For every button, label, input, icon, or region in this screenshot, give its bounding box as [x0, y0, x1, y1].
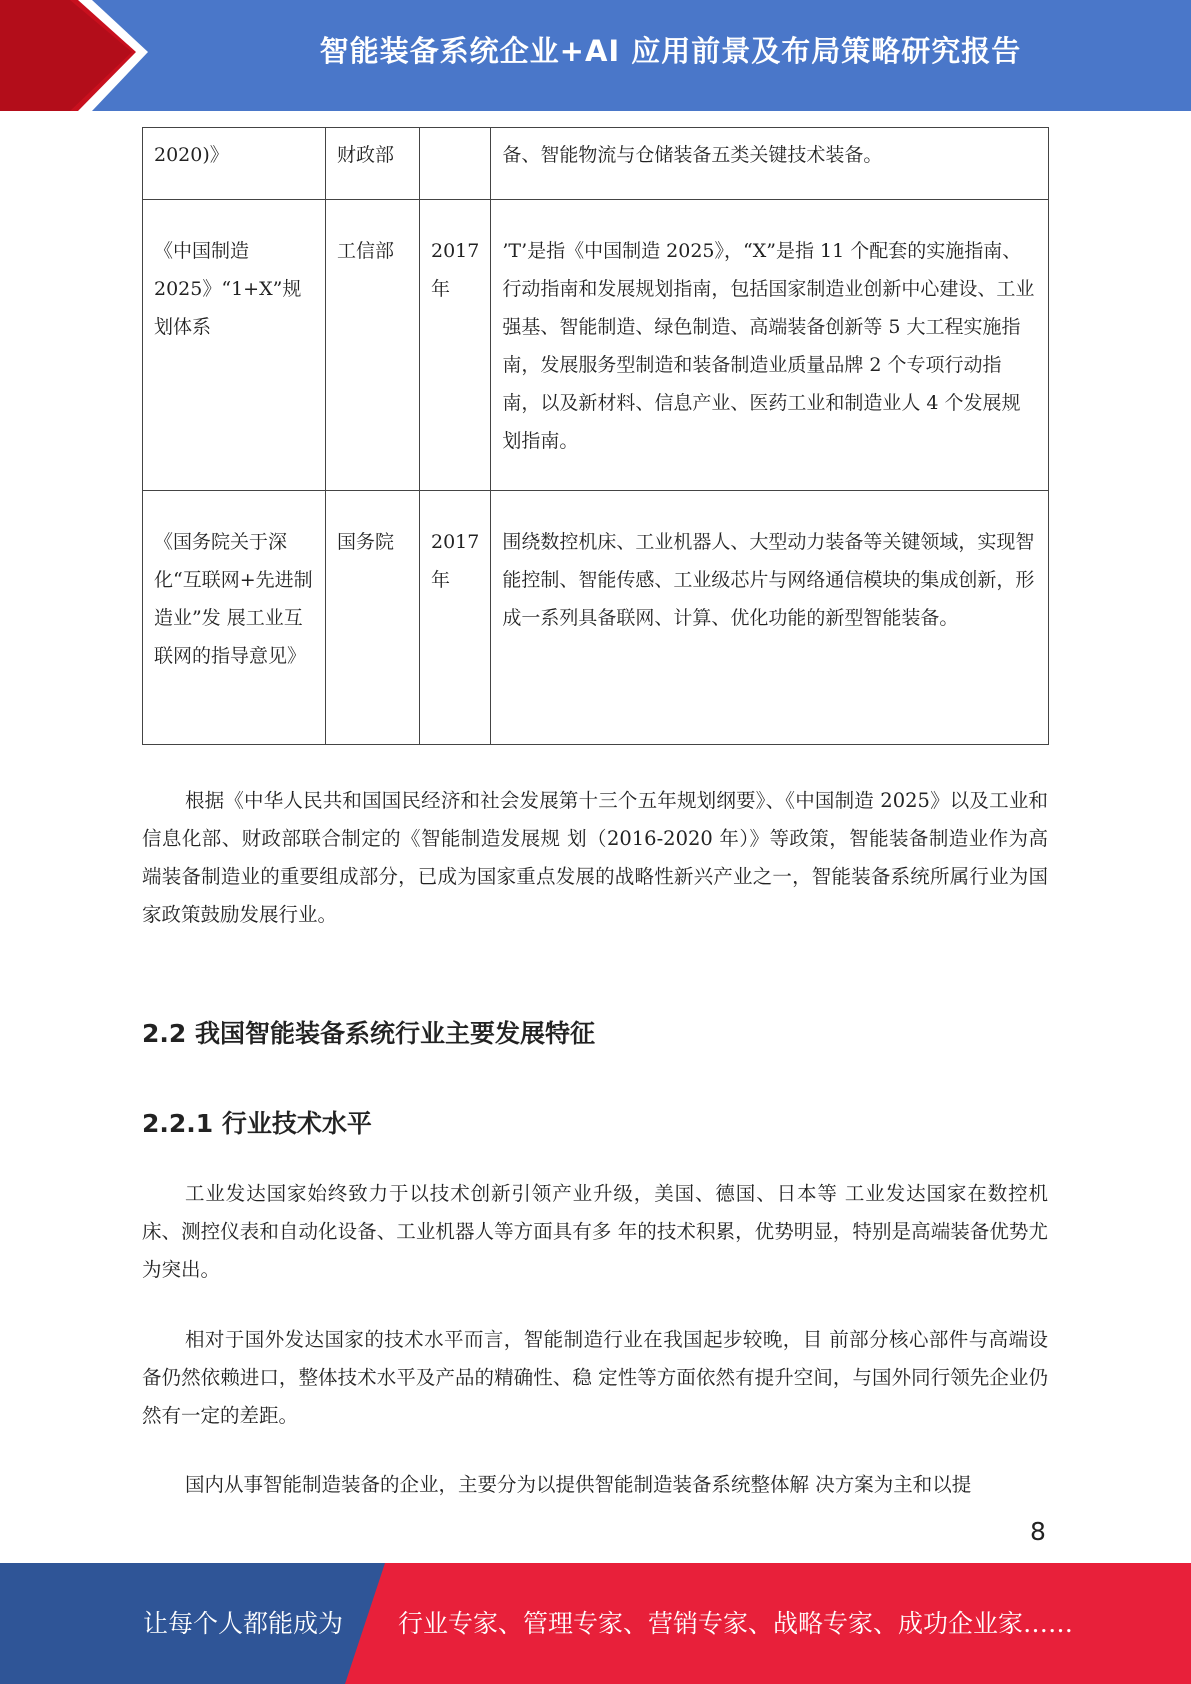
section-heading: 2.2 我国智能装备系统行业主要发展特征 [142, 1019, 595, 1048]
subsection-heading: 2.2.1 行业技术水平 [142, 1109, 372, 1138]
department-cell: 财政部 [326, 128, 420, 200]
year-cell [420, 128, 491, 200]
report-title: 智能装备系统企业+AI 应用前景及布局策略研究报告 [319, 34, 1022, 68]
table-row [143, 128, 1049, 200]
department-cell: 工信部 [326, 200, 420, 491]
table-row [143, 200, 1049, 491]
page-number: 8 [1030, 1517, 1046, 1546]
page-header [0, 0, 1191, 111]
content-cell: ’T’是指《中国制造 2025》，“X”是指 11 个配套的实施指南、行动指南和发展规划指南，包括国家制造业创新中心建设、工业强基、智能制造、绿色制造、高端装备创新等 5 大工程实施指南，发展服务型制造和装备制造业质量品牌 2 个专项行动指南，以及新材料、信息产业、医药工业和制造业人 4 个发展规划指南。 [491, 200, 1049, 491]
year-cell: 2017年 [420, 491, 491, 745]
body-paragraph: 工业发达国家始终致力于以技术创新引领产业升级，美国、德国、日本等 工业发达国家在数控机床、测控仪表和自动化设备、工业机器人等方面具有多 年的技术积累，优势明显，特别是高端装备优势尤为突出。 [142, 1182, 1048, 1281]
content-cell: 围绕数控机床、工业机器人、大型动力装备等关键领域，实现智能控制、智能传感、工业级芯片与网络通信模块的集成创新，形成一系列具备联网、计算、优化功能的新型智能装备。 [491, 491, 1049, 745]
footer-slogan-left: 让每个人都能成为 [143, 1609, 344, 1638]
table-row [143, 491, 1049, 745]
year-cell: 2017年 [420, 200, 491, 491]
body-paragraph: 根据《中华人民共和国国民经济和社会发展第十三个五年规划纲要》、《中国制造 2025》以及工业和信息化部、财政部联合制定的《智能制造发展规 划（2016-2020 年）》等政策，智能装备制造业作为高端装备制造业的重要组成部分，已成为国家重点发展的战略性新兴产业之一，智能装备系统所属行业为国家政策鼓励发展行业。 [142, 789, 1048, 926]
page-footer [0, 1563, 1191, 1684]
body-paragraph: 国内从事智能制造装备的企业，主要分为以提供智能制造装备系统整体解 决方案为主和以提 [185, 1473, 972, 1496]
policy-name-cell: 《中国制造2025》“1+X”规划体系 [143, 200, 326, 491]
policy-name-cell: 《国务院关于深化“互联网+先进制造业”发 展工业互联网的指导意见》 [143, 491, 326, 745]
policy-name-cell: 2020)》 [143, 128, 326, 200]
content-cell: 备、智能物流与仓储装备五类关键技术装备。 [491, 128, 1049, 200]
department-cell: 国务院 [326, 491, 420, 745]
footer-slogan-right: 行业专家、管理专家、营销专家、战略专家、成功企业家…… [398, 1609, 1074, 1638]
body-paragraph: 相对于国外发达国家的技术水平而言，智能制造行业在我国起步较晚，目 前部分核心部件与高端设备仍然依赖进口，整体技术水平及产品的精确性、稳 定性等方面依然有提升空间，与国外同行领先企业仍然有一定的差距。 [142, 1328, 1048, 1427]
policy-table [142, 127, 1049, 745]
